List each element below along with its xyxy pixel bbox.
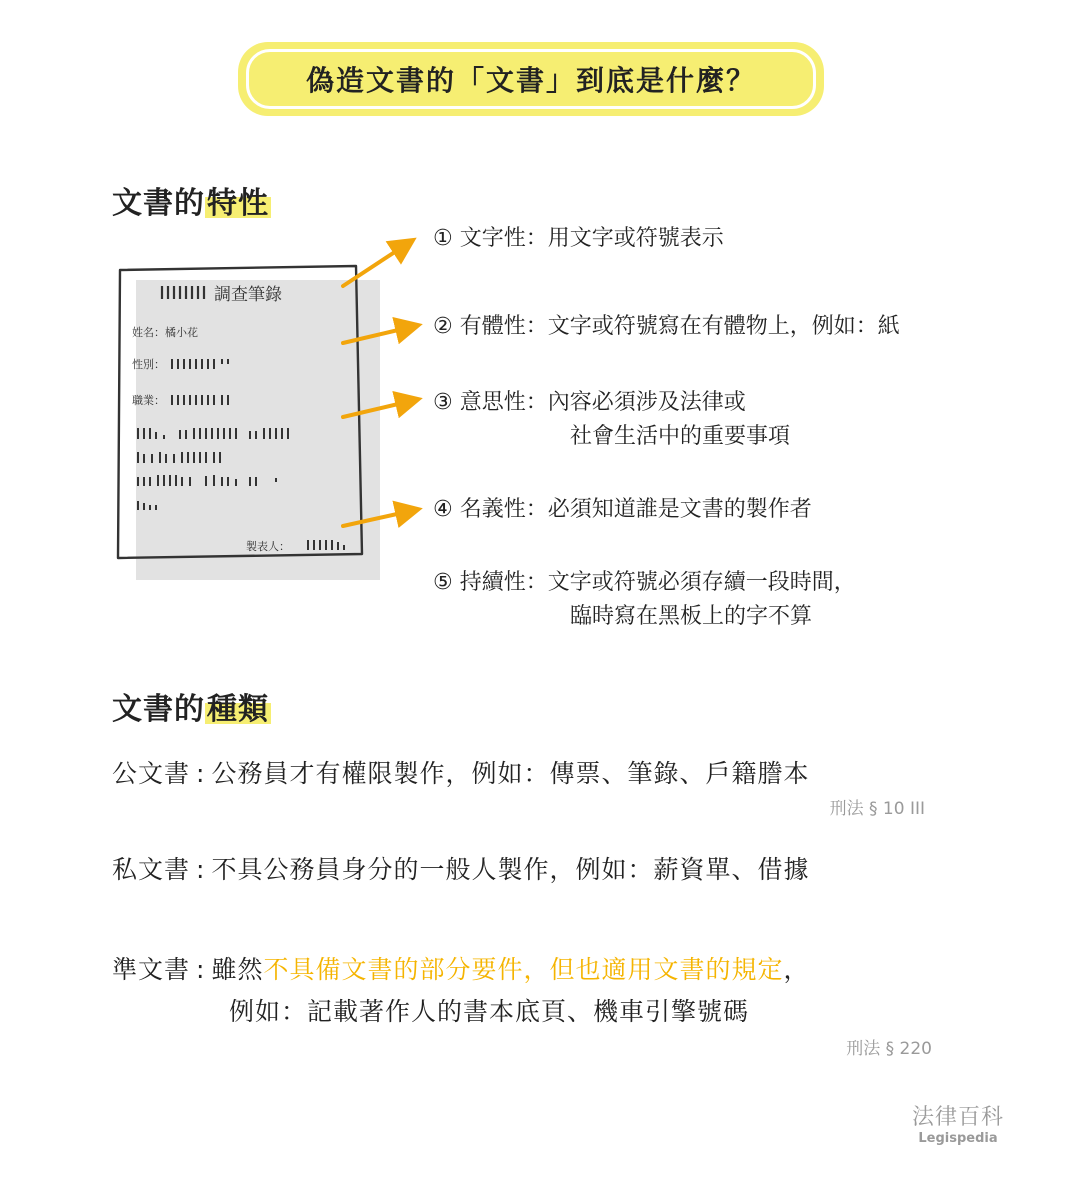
item-3-name: 意思性 [459,390,526,415]
private-document-row [112,850,809,886]
quasi-document-row [112,950,810,986]
item-2-desc: 文字或符號寫在有體物上，例如：紙 [547,314,900,339]
types-heading-highlight: 種類 [207,692,269,727]
arrow-2 [343,326,415,343]
quasi-document-desc-line2: 例如：記載著作人的書本底頁、機車引擎號碼 [229,997,750,1026]
characteristic-item-3 [433,386,746,420]
arrow-3 [343,400,415,417]
types-heading [112,684,271,728]
title-banner [238,42,824,116]
quasi-document-name: 準文書 [112,955,191,984]
item-3-marker: ③ [433,390,453,415]
characteristic-item-2 [433,310,900,344]
doc-name-label: 姓名：橘小花 [132,326,198,339]
arrows-layer [330,228,430,538]
characteristics-heading-highlight: 特性 [207,186,269,221]
private-document-desc: 不具公務員身分的一般人製作，例如：薪資單、借據 [211,855,810,884]
characteristics-heading-plain: 文書的 [112,186,205,221]
item-5-desc-line2: 臨時寫在黑板上的字不算 [570,604,813,629]
doc-job-label: 職業： [132,394,165,407]
item-5-marker: ⑤ [433,570,453,595]
private-document-name: 私文書 [112,855,191,884]
arrow-1 [343,242,410,286]
logo-chinese: 法律百科 [911,1105,1004,1130]
item-1-marker: ① [433,226,453,251]
item-4-colon: ： [525,497,548,522]
item-5-colon: ： [525,570,548,595]
quasi-document-sep: : [196,955,206,984]
characteristic-item-1 [433,222,724,256]
characteristic-item-4 [433,493,812,527]
types-heading-plain: 文書的 [112,692,205,727]
public-document-desc: 公務員才有權限製作，例如：傳票、筆錄、戶籍謄本 [211,759,810,788]
item-2-name: 有體性 [459,314,526,339]
item-4-desc: 必須知道誰是文書的製作者 [547,497,812,522]
legispedia-logo [908,1100,1008,1146]
public-document-row [112,754,809,790]
item-3-colon: ： [525,390,548,415]
arrow-4 [343,510,415,526]
quasi-document-desc-post: ， [783,955,810,984]
public-document-name: 公文書 [112,759,191,788]
item-5-desc: 文字或符號必須存續一段時間， [547,570,856,595]
item-5-name: 持續性 [459,570,526,595]
item-4-marker: ④ [433,497,453,522]
doc-maker-label: 製表人： [246,540,290,553]
quasi-document-desc-highlight: 不具備文書的部分要件，但也適用文書的規定 [263,955,784,984]
item-2-colon: ： [525,314,548,339]
page-title: 偽造文書的「文書」到底是什麼？ [246,49,816,109]
item-3-desc-line2: 社會生活中的重要事項 [570,424,791,449]
characteristics-heading [112,178,271,222]
logo-english: Legispedia [918,1131,998,1146]
private-document-sep: : [196,855,206,884]
item-3-desc: 內容必須涉及法律或 [547,390,746,415]
public-document-sep: : [196,759,206,788]
item-1-name: 文字性 [459,226,526,251]
item-1-colon: ： [525,226,548,251]
item-4-name: 名義性 [459,497,526,522]
item-1-desc: 用文字或符號表示 [547,226,724,251]
public-document-ref: 刑法 § 10 III [829,799,925,819]
characteristic-item-5 [433,566,856,600]
quasi-document-ref: 刑法 § 220 [846,1039,932,1059]
item-2-marker: ② [433,314,453,339]
quasi-document-desc-pre: 雖然 [211,955,264,984]
doc-title: 調查筆錄 [214,285,282,305]
doc-gender-label: 性別： [132,358,165,371]
